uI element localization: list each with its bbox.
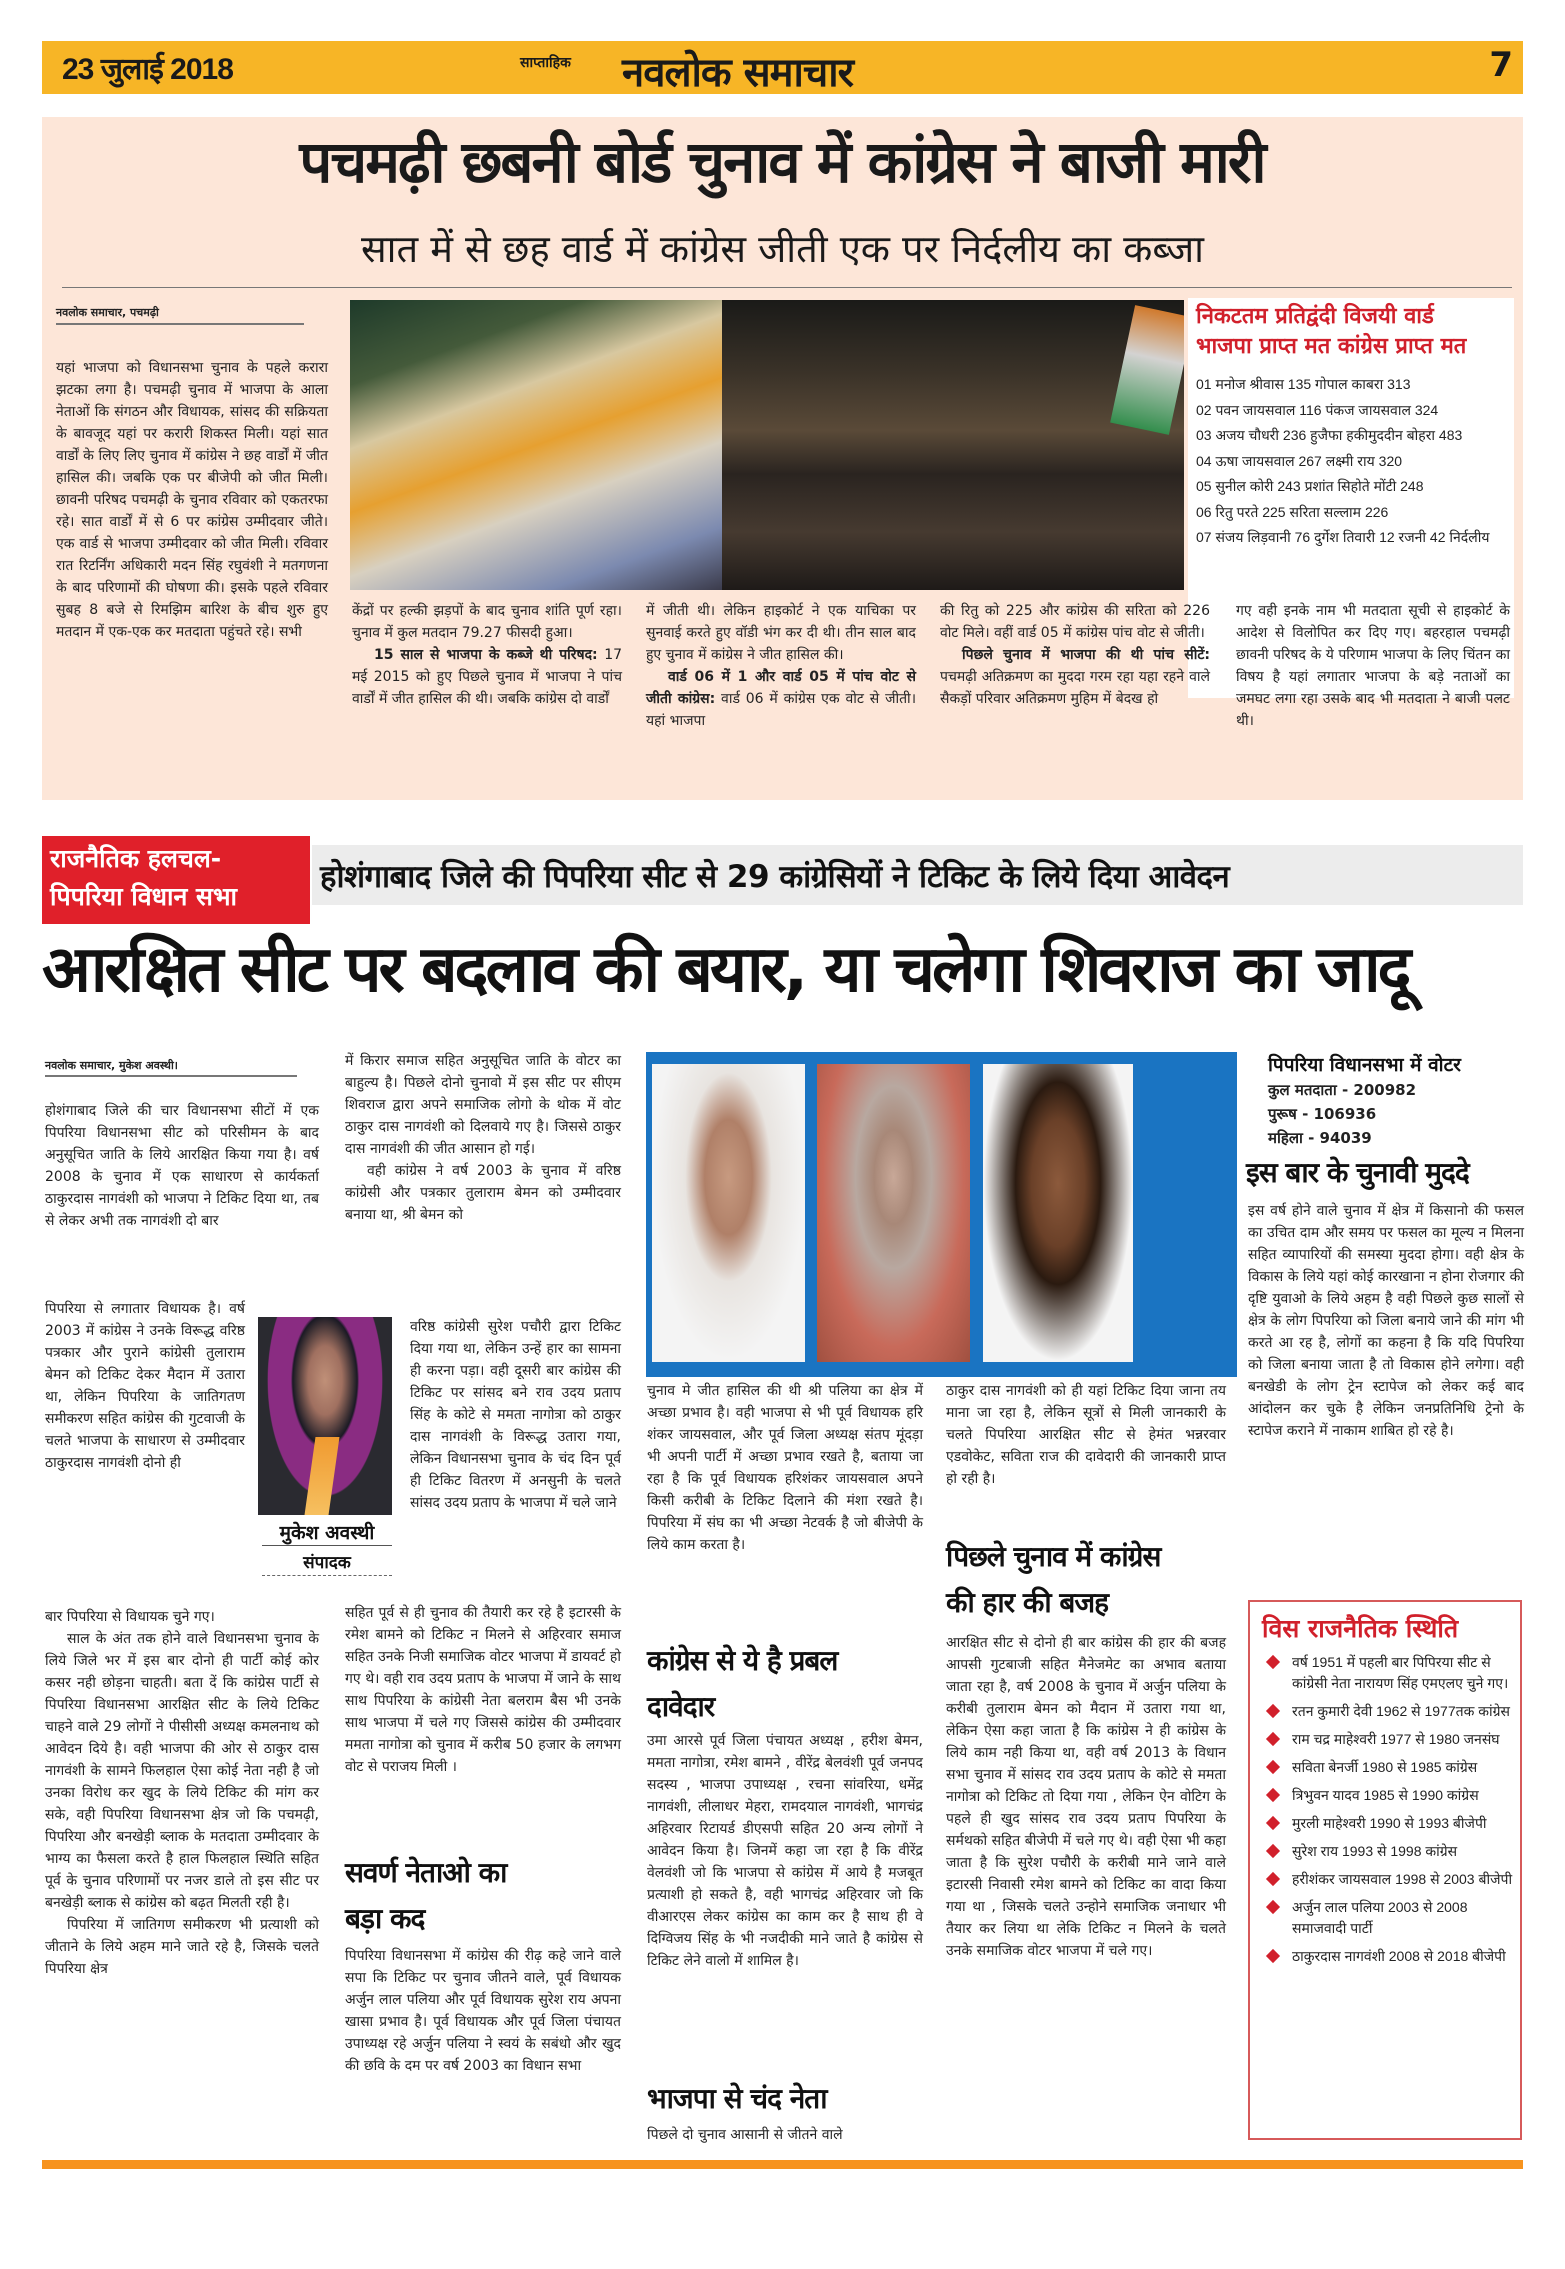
bullet-diamond-icon: [1266, 1704, 1280, 1718]
paragraph-text: 17 मई 2015 को हुए पिछले चुनाव में भाजपा ने पांच वार्डों में जीत हासिल की थी। जबकि कांग्रेस दो वार्डों: [352, 647, 623, 707]
top-story-column-5: [1236, 600, 1510, 732]
felicitation-photo: [350, 300, 724, 590]
ward-results-header: [1196, 302, 1516, 362]
flag-icon: [1110, 305, 1184, 435]
paragraph: यहां भाजपा को विधानसभा चुनाव के पहले करारा झटका लगा है। पचमढ़ी चुनाव में भाजपा के आला नेताओं कि संगठन और विधायक, सांसद की सक्रियता के बावजूद यहां पर करारी शिकस्त मिली। यहां सात वार्डों के लिए लिए चुनाव में कांग्रेस ने छह वार्डों में जीत हासिल की। जबकि एक पर बीजेपी को जीत मिली। छावनी परिषद पचमढ़ी के चुनाव रविवार को एकतरफा रहे। सात वार्डों में से 6 पर कांग्रेस उम्मीदवार जीते। एक वार्ड से भाजपा उम्मीदवार को जीत मिली। रविवार रात रिटर्निंग अधिकारी मदन सिंह रघुवंशी ने मतगणना के बाद परिणामों की घोषणा की। इसके पहले रविवार सुबह 8 बजे से रिमझिम बारिश के बीच शुरु हुए मतदान में एक-एक कर मतदाता पहुंचते रहे। सभी: [56, 360, 328, 640]
history-item-text: हरीशंकर जायसवाल 1998 से 2003 बीजेपी: [1292, 1871, 1513, 1887]
history-item-text: राम चद्र माहेश्वरी 1977 से 1980 जनसंघ: [1292, 1731, 1500, 1747]
newspaper-title: नवलोक समाचार: [622, 50, 854, 96]
ward-row: 03 अजय चौधरी 236 हुजैफा हकीमुददीन बोहरा 483: [1196, 427, 1463, 443]
subhead-congress-loss: [946, 1534, 1236, 1626]
paragraph: [646, 666, 916, 732]
subhead-savarn-leaders: [345, 1850, 625, 1942]
bullet-diamond-icon: [1266, 1732, 1280, 1746]
subhead-line: बड़ा कद: [345, 1902, 425, 1935]
story-column-1c: [45, 1606, 319, 1980]
paragraph-text: वार्ड 06 में कांग्रेस एक वोट से जीती। यहां भाजपा: [646, 691, 916, 729]
history-item-text: वर्ष 1951 में पहली बार पिपिरया सीट से कांग्रेसी नेता नारायण सिंह एमएलए चुने गए।: [1292, 1654, 1509, 1691]
paragraph: इस वर्ष होने वाले चुनाव में क्षेत्र में किसानो की फसल का उचित दाम और समय पर फसल का मूल्य न मिलना सहित व्यापारियों की समस्या मुददा होगा। वही क्षेत्र के विकास के लिये यहां कोई कारखाना न होना रोजगार की दृष्टि युवाओ के लिये अहम है वही पिछले कुछ सालों से क्षेत्र के लोग पिपरिया को जिला बनाये जाने की मांग भी करते आ रह है, लोगों का कहना है कि यदि पिपरिया को जिला बनाया जाता है तो विकास होने लगेगा। वही बनखेडी के लोग ट्रेन स्टापेज को लेकर कई बाद आंदोलन कर चुके है लेकिन जनप्रतिनिधि ट्रेनो के स्टापेज कराने में नाकाम शाबित हो रहे है।: [1248, 1203, 1524, 1439]
top-story-column-4: [940, 600, 1210, 710]
top-story-panel: [42, 117, 1523, 800]
ward-row: 02 पवन जायसवाल 116 पंकज जायसवाल 324: [1196, 401, 1439, 418]
tie-shape: [305, 1437, 340, 1515]
paragraph: वरिष्ठ कांग्रेसी सुरेश पचौरी द्वारा टिकिट दिया गया था, लेकिन उन्हें हार का सामना ही करना पड़ा। वही दूसरी बार कांग्रेस की टिकिट पर सांसद बने राव उदय प्रताप सिंह के कोटे से ममता नागोत्रा को ठाकुर दास नागवंशी के विरूद्ध उतारा गया, लेकिन विधानसभा चुनाव के चंद दिन पूर्व ही टिकिट वितरण में अनसुनी के चलते सांसद उदय प्रताप के भाजपा में चले जाने: [410, 1319, 621, 1511]
subhead-line: पिछले चुनाव में कांग्रेस: [946, 1540, 1161, 1573]
subhead-bjp-leaders: भाजपा से चंद नेता: [647, 2082, 827, 2115]
history-item-text: अर्जुन लाल पलिया 2003 से 2008 समाजवादी पार्टी: [1292, 1899, 1468, 1936]
top-story-headline: पचमढ़ी छबनी बोर्ड चुनाव में कांग्रेस ने बाजी मारी: [299, 128, 1265, 196]
top-story-dateline: नवलोक समाचार, पचमढ़ी: [56, 306, 159, 319]
paragraph: पिपरिया में जातिगण समीकरण भी प्रत्याशी को जीताने के लिये अहम माने जाते रहे है, जिसके चलते पिपरिया क्षेत्र: [45, 1917, 319, 1977]
history-item: [1258, 1841, 1514, 1862]
history-item: [1258, 1729, 1514, 1750]
paragraph: सहित पूर्व से ही चुनाव की तैयारी कर रहे है इटारसी के रमेश बामने को टिकिट न मिलने से अहिरवार समाज सहित उनके निजी समाजिक वोटर भाजपा में डायवर्ट हो गए थे। वही राव उदय प्रताप के भाजपा में जाने के साथ साथ पिपरिया के कांग्रेसी नेता बलराम बैस भी उनके साथ भाजपा में चले गए जिससे कांग्रेस की उम्मीदवार ममता नागोत्रा को चुनाव में करीब 50 हजार के लगभग वोट से पराजय मिली ।: [345, 1605, 621, 1775]
subhead-line: सवर्ण नेताओ का: [345, 1856, 507, 1889]
candidate-photo-3: [983, 1064, 1133, 1362]
bullet-diamond-icon: [1266, 1949, 1280, 1963]
ward-row: 06 रितु परते 225 सरिता सल्लाम 226: [1196, 503, 1389, 520]
ward-row: 05 सुनील कोरी 243 प्रशांत सिहोते मोंटी 248: [1196, 478, 1424, 494]
story-column-2d: [345, 1945, 621, 2077]
candidate-photo-1: [652, 1064, 805, 1362]
ward-row: 01 मनोज श्रीवास 135 गोपाल काबरा 313: [1196, 376, 1411, 392]
history-item: [1258, 1869, 1514, 1890]
candidate-photo-2: [817, 1064, 970, 1362]
story-column-2a: [345, 1050, 621, 1226]
top-story-column-2: [352, 600, 622, 710]
bullet-diamond-icon: [1266, 1872, 1280, 1886]
main-headline: आरक्षित सीट पर बदलाव की बयार, या चलेगा शिवराज का जादू: [42, 933, 1409, 1007]
voter-total: कुल मतदाता - 200982: [1268, 1081, 1417, 1099]
voter-male: पुरूष - 106936: [1268, 1105, 1377, 1123]
divider: [45, 1075, 297, 1077]
history-item-text: सुरेश राय 1993 से 1998 कांग्रेस: [1292, 1843, 1458, 1859]
paragraph: केंद्रों पर हल्की झड़पों के बाद चुनाव शांति पूर्ण रहा। चुनाव में कुल मतदान 79.27 फीसदी हुआ।: [352, 603, 622, 641]
editor-role: संपादक: [262, 1550, 392, 1576]
celebration-crowd-photo: [722, 300, 1184, 590]
issue-date: 23 जुलाई 2018: [62, 53, 233, 86]
history-item-text: रतन कुमारी देवी 1962 से 1977तक कांग्रेस: [1292, 1703, 1510, 1719]
history-item: [1258, 1701, 1514, 1722]
story-column-3b: [647, 1730, 923, 1972]
subhead-inline: पिछले चुनाव में भाजपा की थी पांच सीटें:: [962, 647, 1210, 663]
subhead-inline: 15 साल से भाजपा के कब्जे थी परिषद:: [374, 647, 598, 663]
ward-row: 07 संजय लिड़वानी 76 दुर्गेश तिवारी 12 रजनी 42 निर्दलीय: [1196, 529, 1490, 545]
section-tag-line-1: राजनैतिक हलचल-: [50, 844, 222, 873]
top-story-column-1: [56, 357, 328, 643]
paragraph: में किरार समाज सहित अनुसूचित जाति के वोटर का बाहुल्य है। पिछले दोनो चुनावो में इस सीट पर सीएम शिवराज द्वारा अपने समाजिक लोगो के थोक में वोट ठाकुर दास नागवंशी को दिलवाये गए है। जिससे ठाकुर दास नागवंशी की जीत आसान हो गई।: [345, 1053, 621, 1157]
paragraph-text: पचमढ़ी अतिक्रमण का मुददा गरम रहा यहा रहने वाले सैकड़ों परिवार अतिक्रमण मुहिम में बेदख हो: [940, 669, 1210, 707]
paragraph: वही कांग्रेस ने वर्ष 2003 के चुनाव में वरिष्ठ कांग्रेसी और पत्रकार तुलाराम बेमन को उम्मीदवार बनाया था, श्री बेमन को: [345, 1163, 621, 1223]
political-history-box: [1248, 1600, 1522, 2140]
bullet-diamond-icon: [1266, 1788, 1280, 1802]
paragraph: पिछले दो चुनाव आसानी से जीतने वाले: [647, 2127, 843, 2143]
story-column-3a: [647, 1380, 923, 1556]
masthead-bar: [42, 41, 1523, 94]
ward-row: 04 ऊषा जायसवाल 267 लक्ष्मी राय 320: [1196, 452, 1403, 469]
voter-female: महिला - 94039: [1268, 1129, 1372, 1147]
bullet-diamond-icon: [1266, 1900, 1280, 1914]
history-item-text: त्रिभुवन यादव 1985 से 1990 कांग्रेस: [1292, 1787, 1479, 1803]
paragraph: [352, 644, 622, 710]
section-tag: [42, 836, 310, 924]
paragraph: [940, 644, 1210, 710]
section-tag-line-2: पिपरिया विधान सभा: [50, 882, 238, 911]
paragraph: पिपरिया से लगातार विधायक है। वर्ष 2003 में कांग्रेस ने उनके विरूद्ध वरिष्ठ पत्रकार और पुराने कांग्रेसी तुलाराम बेमन को टिकिट देकर मैदान में उतारा था, लेकिन पिपरिया के जातिगतण समीकरण सहित कांग्रेस की गुटवाजी के चलते भाजपा के साधारण से उम्मीदवार ठाकुरदास नागवंशी दोनो ही: [45, 1301, 245, 1471]
voter-stats-box: [1268, 1052, 1518, 1150]
story-column-4a: [946, 1380, 1226, 1490]
history-item: [1258, 1652, 1514, 1694]
voter-stats-title: पिपरिया विधानसभा में वोटर: [1268, 1054, 1461, 1076]
story-column-3c: [647, 2124, 923, 2146]
page-number: 7: [1489, 45, 1513, 85]
story-column-1a: [45, 1100, 319, 1232]
paragraph: पिपरिया विधानसभा में कांग्रेस की रीढ़ कहे जाने वाले सपा कि टिकिट पर चुनाव जीतने वाले, पूर्व विधायक अर्जुन लाल पलिया और पूर्व विधायक सुरेश राय अपना खासा प्रभाव है। पूर्व विधायक और पूर्व जिला पंचायत उपाध्यक्ष रहे अर्जुन पलिया ने स्वयं के सबंधो और खुद की छवि के दम पर वर्ष 2003 का विधान सभा: [345, 1948, 621, 2074]
candidate-photos-frame: [646, 1052, 1237, 1377]
top-story-subheadline: सात में से छह वार्ड में कांग्रेस जीती एक पर निर्दलीय का कब्जा: [360, 227, 1205, 271]
paragraph: की रितु को 225 और कांग्रेस की सरिता को 226 वोट मिले। वहीं वार्ड 05 में कांग्रेस पांच वोट से जीती।: [940, 603, 1210, 641]
subhead-line: कांग्रेस से ये है प्रबल: [647, 1644, 838, 1677]
paragraph: गए वही इनके नाम भी मतदाता सूची से हाइकोर्ट के आदेश से विलोपित कर दिए गए। बहरहाल पचमढ़ी छावनी परिषद के ये परिणाम भाजपा के लिए चिंतन का विषय है यहां लगातार भाजपा के बड़े नताओं का जमघट लगा रहा उसके बाद भी मतदाता ने बाजी पलट थी।: [1236, 603, 1510, 729]
story-column-1b: [45, 1298, 245, 1474]
paragraph: बार पिपरिया से विधायक चुने गए।: [45, 1609, 215, 1625]
paragraph: साल के अंत तक होने वाले विधानसभा चुनाव के लिये जिले भर में इस बार दोनो ही पार्टी कोई कोर कसर नही छोड़ना चाहती। बता दें कि कांग्रेस पार्टी से पिपरिया विधानसभा आरक्षित सीट के लिये टिकिट चाहने वाले 29 लोगों ने पीसीसी अध्यक्ष कमलनाथ को आवेदन दिये है। वही भाजपा की ओर से ठाकुर दास नागवंशी के सामने फिलहाल ऐसा कोई नेता नही है जो उनका विरोध कर खुद के लिये टिकिट की मांग कर सके, वही पिपरिया विधानसभा क्षेत्र जो कि पचमढ़ी, पिपरिया और बनखेड़ी ब्लाक के मतदाता उम्मीदवार के भाग्य का फैसला करते है हाल फिलहाल स्थिति सहित पूर्व के चुनाव परिणामों पर नजर डाले तो इस सीट पर बनखेड़ी ब्लाक से कांग्रेस को बढ़त मिलती रही है।: [45, 1631, 319, 1911]
story-column-2c: [345, 1602, 621, 1778]
kicker-text: होशंगाबाद जिले की पिपरिया सीट से 29 कांग्रेसियों ने टिकिट के लिये दिया आवेदन: [320, 859, 1230, 895]
story-column-2b: [410, 1316, 621, 1514]
subhead-congress-contenders: [647, 1638, 937, 1730]
paragraph: उमा आरसे पूर्व जिला पंचायत अध्यक्ष , हरीश बेमन, ममता नागोत्रा, रमेश बामने , वीरेंद्र बेलवंशी पूर्व जनपद सदस्य , भाजपा उपाध्यक्ष , रचना सांवरिया, धमेंद्र नागवंशी, लीलाधर मेहरा, रामदयाल नागवंशी, भागचंद्र अहिरवार रिटायर्ड डीएसपी सहित 20 अन्य लोगों ने आवेदन किया है। जिनमें कहा जा रहा है कि वीरेंद्र वेलवंशी जो कि भाजपा से कांग्रेस में आये है मजबूत प्रत्याशी हो सकते है, वही भागचंद्र अहिरवार जो कि वीआरएस लेकर कांग्रेस का काम कर है साथ ही वे दिग्विजय सिंह के भी नजदीकी माने जाते है कांग्रेस से टिकिट लेने वालो में शामिल है।: [647, 1733, 923, 1969]
political-history-title: विस राजनैतिक स्थिति: [1262, 1614, 1459, 1643]
paragraph: होशंगाबाद जिले की चार विधानसभा सीटों में एक पिपरिया विधानसभा सीट को परिसीमन के बाद अनुसूचित जाति के लिये आरक्षित किया गया है। वर्ष 2008 के चुनाव में एक साधारण से कार्यकर्ता ठाकुरदास नागवंशी को भाजपा ने टिकिट दिया था, तब से लेकर अभी तक नागवंशी दो बार: [45, 1103, 319, 1229]
story-dateline: नवलोक समाचार, मुकेश अवस्थी।: [45, 1059, 178, 1072]
bullet-diamond-icon: [1266, 1816, 1280, 1830]
editor-photo: [258, 1317, 392, 1515]
footer-bar: [42, 2160, 1523, 2169]
history-item: [1258, 1757, 1514, 1778]
kicker-strip: [312, 845, 1523, 905]
history-item-text: मुरली माहेश्वरी 1990 से 1993 बीजेपी: [1292, 1815, 1487, 1831]
ward-header-line-2: भाजपा प्राप्त मत कांग्रेस प्राप्त मत: [1196, 334, 1467, 359]
ward-header-line-1: निकटतम प्रतिद्वंदी विजयी वार्ड: [1196, 304, 1434, 329]
paragraph: आरक्षित सीट से दोनो ही बार कांग्रेस की हार की बजह आपसी गुटबाजी सहित मैनेजमेट का अभाव बताया जाता रहा है, वर्ष 2008 के चुनाव में अर्जुन पलिया के करीबी तुलाराम बेमन को मैदान में उतारा गया था, लेकिन ऐसा कहा जाता है कि कांग्रेस ने ही कांग्रेस के लिये काम नही किया था, वही वर्ष 2013 के विधान सभा चुनाव में सांसद राव उदय प्रताप के कोटे से ममता नागोत्रा को टिकिट तो दिया गया , लेकिन ऐन वोटिग के पहले ही खुद सांसद राव उदय प्रताप पिपरिया के सर्मथको सहित बीजेपी में चले गए थे। वही ऐसा भी कहा जाता है कि सुरेश पचौरी के करीबी माने जाने वाले इटारसी निवासी रमेश बामने को टिकिट का वादा किया गया था , जिसके चलते उन्होने समाजिक जनाधार भी तैयार कर लिया था लेकि टिकिट न मिलने के चलते उनके समाजिक वोटर भाजपा में चले गए।: [946, 1635, 1226, 1959]
paragraph: चुनाव मे जीत हासिल की थी श्री पलिया का क्षेत्र में अच्छा प्रभाव है। वही भाजपा से भी पूर्व विधायक हरि शंकर जायसवाल, और पूर्व जिला अध्यक्ष संतप मूंदड़ा भी अपनी पार्टी में अच्छा प्रभाव रखते है, बताया जा रहा है कि पूर्व विधायक हरिशंकर जायसवाल अपने किसी करीबी के टिकिट दिलाने की मंशा रखते है। पिपरिया में संघ का भी अच्छा नेटवर्क है जो बीजेपी के लिये काम करता है।: [647, 1383, 923, 1553]
top-story-column-3: [646, 600, 916, 732]
story-column-4b: [946, 1632, 1226, 1962]
history-item: [1258, 1897, 1514, 1939]
history-item: [1258, 1785, 1514, 1806]
divider: [56, 323, 304, 325]
subhead-election-issues: इस बार के चुनावी मुददे: [1246, 1156, 1469, 1189]
subhead-line: की हार की बजह: [946, 1586, 1108, 1619]
weekly-label: साप्ताहिक: [520, 55, 571, 71]
paragraph: ठाकुर दास नागवंशी को ही यहां टिकिट दिया जाना तय माना जा रहा है, लेकिन सूत्रों से मिली जानकारी के चलते पिपरिया आरक्षित सीट से हेमंत भन्नरवार एडवोकेट, सविता राज की दावेदारी की जानकारी प्राप्त हो रही है।: [946, 1383, 1226, 1487]
history-item: [1258, 1813, 1514, 1834]
bullet-diamond-icon: [1266, 1844, 1280, 1858]
divider: [62, 287, 1512, 288]
bullet-diamond-icon: [1266, 1655, 1280, 1669]
paragraph: में जीती थी। लेकिन हाइकोर्ट ने एक याचिका पर सुनवाई करते हुए वॉडी भंग कर दी थी। तीन साल बाद हुए चुनाव में कांग्रेस ने जीत हासिल की।: [646, 603, 916, 663]
subhead-line: दावेदार: [647, 1690, 715, 1723]
history-item-text: सविता बेनर्जी 1980 से 1985 कांग्रेस: [1292, 1759, 1478, 1775]
story-column-5: [1248, 1200, 1524, 1442]
history-item: [1258, 1946, 1514, 1967]
ward-results-list: [1196, 372, 1516, 551]
history-item-text: ठाकुरदास नागवंशी 2008 से 2018 बीजेपी: [1292, 1948, 1506, 1964]
editor-name: मुकेश अवस्थी: [262, 1519, 392, 1546]
bullet-diamond-icon: [1266, 1760, 1280, 1774]
subhead-inline: वार्ड 06 में 1 और वार्ड 05 में पांच वोट से जीती कांग्रेस:: [646, 669, 916, 707]
